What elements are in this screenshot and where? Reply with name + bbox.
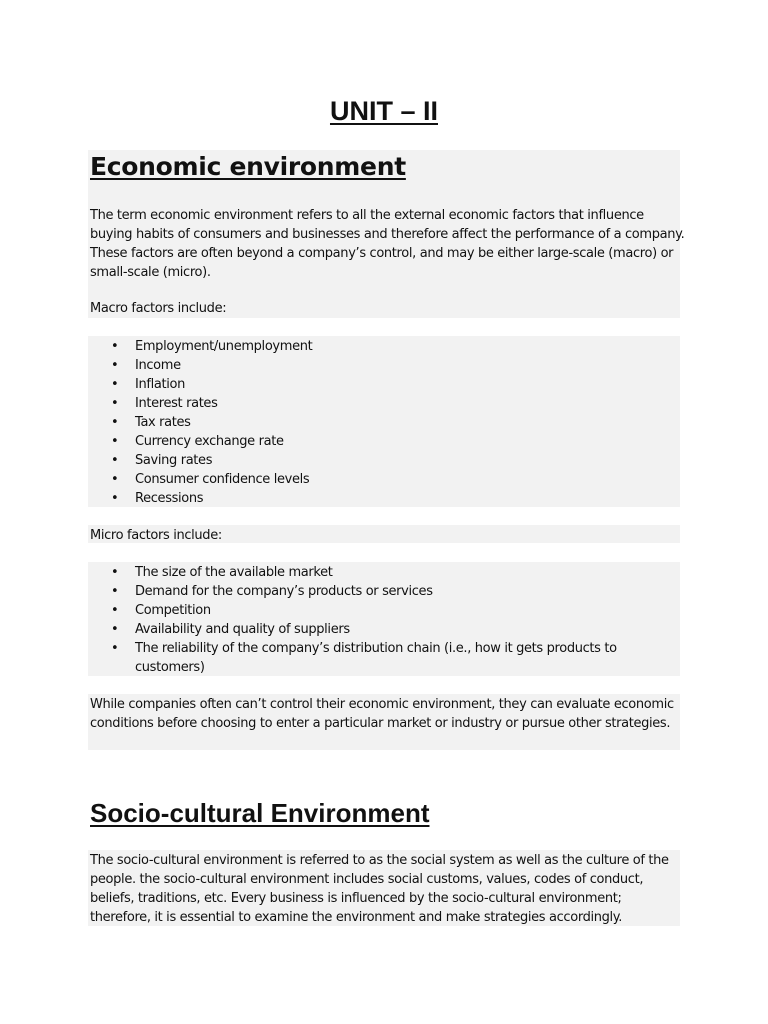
list-item: • Inflation: [90, 375, 312, 394]
economic-heading: Economic environment: [90, 152, 406, 181]
list-item: • Interest rates: [90, 394, 312, 413]
list-item: • Saving rates: [90, 451, 312, 470]
list-item: • Recessions: [90, 489, 312, 508]
list-item: • Consumer confidence levels: [90, 470, 312, 489]
list-item: • Income: [90, 356, 312, 375]
list-item: • Demand for the company’s products or services: [90, 582, 617, 601]
economic-closing: While companies often can’t control their economic environment, they can evaluate economic conditions before choosing to enter a particular market or industry or pursue other strategies.: [90, 697, 674, 731]
list-item: • Competition: [90, 601, 617, 620]
unit-title: UNIT – II: [329, 96, 438, 126]
micro-label: Micro factors include:: [90, 528, 222, 543]
macro-label: Macro factors include:: [90, 301, 227, 316]
socio-cultural-intro: The socio-cultural environment is referred to as the social system as well as the culture of the people. the socio-cultural environment includes social customs, values, codes of conduct, beliefs, traditions, etc. Every business is influenced by the socio-cultural environment; therefore, it is essential to examine the environment and make strategies accordingly.: [90, 853, 669, 925]
socio-cultural-heading: Socio-cultural Environment: [90, 798, 430, 828]
list-item: • The size of the available market: [90, 563, 617, 582]
list-item: • Employment/unemployment: [90, 337, 312, 356]
list-item: • Availability and quality of suppliers: [90, 620, 617, 639]
macro-factors-list: [90, 337, 312, 508]
economic-intro: The term economic environment refers to all the external economic factors that influence buying habits of consumers and businesses and therefore affect the performance of a company. These factors are often beyond a company’s control, and may be either large-scale (macro) or small-scale (micro).: [90, 208, 685, 280]
list-item: • Currency exchange rate: [90, 432, 312, 451]
micro-factors-list: [90, 563, 617, 677]
list-item: • Tax rates: [90, 413, 312, 432]
list-item: • The reliability of the company’s distribution chain (i.e., how it gets products to customers): [90, 639, 617, 677]
